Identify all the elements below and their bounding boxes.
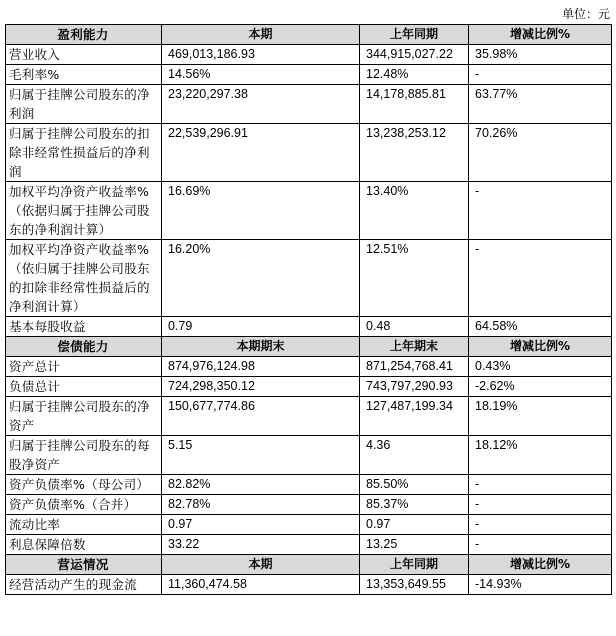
value-change: 64.58%	[469, 317, 612, 337]
value-prior: 0.48	[360, 317, 469, 337]
table-row	[6, 85, 612, 124]
table-row	[6, 436, 612, 475]
header-category: 盈利能力	[6, 25, 162, 45]
value-current: 33.22	[162, 535, 360, 555]
section-header-operations	[6, 555, 612, 575]
value-prior: 871,254,768.41	[360, 357, 469, 377]
value-prior: 85.37%	[360, 495, 469, 515]
table-row	[6, 397, 612, 436]
value-current: 874,976,124.98	[162, 357, 360, 377]
value-change: 18.12%	[469, 436, 612, 475]
value-current: 724,298,350.12	[162, 377, 360, 397]
value-current: 5.15	[162, 436, 360, 475]
value-current: 14.56%	[162, 65, 360, 85]
value-current: 82.82%	[162, 475, 360, 495]
row-label: 归属于挂牌公司股东的净资产	[6, 397, 162, 436]
value-change: -	[469, 182, 612, 240]
table-row	[6, 377, 612, 397]
row-label: 资产总计	[6, 357, 162, 377]
value-prior: 85.50%	[360, 475, 469, 495]
table-row	[6, 317, 612, 337]
value-prior: 0.97	[360, 515, 469, 535]
row-label: 经营活动产生的现金流	[6, 575, 162, 595]
row-label: 归属于挂牌公司股东的每股净资产	[6, 436, 162, 475]
value-prior: 12.51%	[360, 240, 469, 317]
value-prior: 344,915,027.22	[360, 45, 469, 65]
header-current: 本期	[162, 25, 360, 45]
row-label: 资产负债率%（母公司）	[6, 475, 162, 495]
table-row	[6, 240, 612, 317]
row-label: 负债总计	[6, 377, 162, 397]
table-row	[6, 45, 612, 65]
value-prior: 4.36	[360, 436, 469, 475]
table-row	[6, 357, 612, 377]
table-row	[6, 65, 612, 85]
value-prior: 13.40%	[360, 182, 469, 240]
header-prior: 上年同期	[360, 555, 469, 575]
value-change: -2.62%	[469, 377, 612, 397]
value-current: 22,539,296.91	[162, 124, 360, 182]
value-change: 63.77%	[469, 85, 612, 124]
row-label: 加权平均净资产收益率%（依归属于挂牌公司股东的扣除非经常性损益后的净利润计算）	[6, 240, 162, 317]
value-current: 11,360,474.58	[162, 575, 360, 595]
value-current: 82.78%	[162, 495, 360, 515]
value-prior: 13.25	[360, 535, 469, 555]
table-row	[6, 495, 612, 515]
value-current: 16.69%	[162, 182, 360, 240]
value-change: -	[469, 495, 612, 515]
value-prior: 13,353,649.55	[360, 575, 469, 595]
value-change: -	[469, 475, 612, 495]
financial-indicators-table	[5, 24, 612, 595]
value-change: 18.19%	[469, 397, 612, 436]
unit-label: 单位：元	[561, 7, 610, 21]
value-change: 35.98%	[469, 45, 612, 65]
value-current: 16.20%	[162, 240, 360, 317]
value-change: -	[469, 535, 612, 555]
row-label: 归属于挂牌公司股东的净利润	[6, 85, 162, 124]
row-label: 毛利率%	[6, 65, 162, 85]
table-row	[6, 182, 612, 240]
value-change: -14.93%	[469, 575, 612, 595]
header-category: 偿债能力	[6, 337, 162, 357]
header-category: 营运情况	[6, 555, 162, 575]
value-current: 150,677,774.86	[162, 397, 360, 436]
value-change: -	[469, 240, 612, 317]
value-current: 469,013,186.93	[162, 45, 360, 65]
value-current: 23,220,297.38	[162, 85, 360, 124]
header-prior: 上年期末	[360, 337, 469, 357]
value-current: 0.97	[162, 515, 360, 535]
table-row	[6, 535, 612, 555]
table-row	[6, 515, 612, 535]
row-label: 营业收入	[6, 45, 162, 65]
header-change: 增减比例%	[469, 337, 612, 357]
value-current: 0.79	[162, 317, 360, 337]
section-header-solvency	[6, 337, 612, 357]
header-current: 本期期末	[162, 337, 360, 357]
value-change: 0.43%	[469, 357, 612, 377]
section-header-profitability	[6, 25, 612, 45]
row-label: 流动比率	[6, 515, 162, 535]
value-prior: 14,178,885.81	[360, 85, 469, 124]
value-prior: 127,487,199.34	[360, 397, 469, 436]
row-label: 利息保障倍数	[6, 535, 162, 555]
table-row	[6, 475, 612, 495]
table-row	[6, 575, 612, 595]
value-change: -	[469, 515, 612, 535]
header-change: 增减比例%	[469, 25, 612, 45]
value-change: -	[469, 65, 612, 85]
header-prior: 上年同期	[360, 25, 469, 45]
value-prior: 12.48%	[360, 65, 469, 85]
table-row	[6, 124, 612, 182]
row-label: 基本每股收益	[6, 317, 162, 337]
row-label: 加权平均净资产收益率%（依据归属于挂牌公司股东的净利润计算）	[6, 182, 162, 240]
header-change: 增减比例%	[469, 555, 612, 575]
value-change: 70.26%	[469, 124, 612, 182]
row-label: 资产负债率%（合并）	[6, 495, 162, 515]
row-label: 归属于挂牌公司股东的扣除非经常性损益后的净利润	[6, 124, 162, 182]
value-prior: 13,238,253.12	[360, 124, 469, 182]
header-current: 本期	[162, 555, 360, 575]
value-prior: 743,797,290.93	[360, 377, 469, 397]
